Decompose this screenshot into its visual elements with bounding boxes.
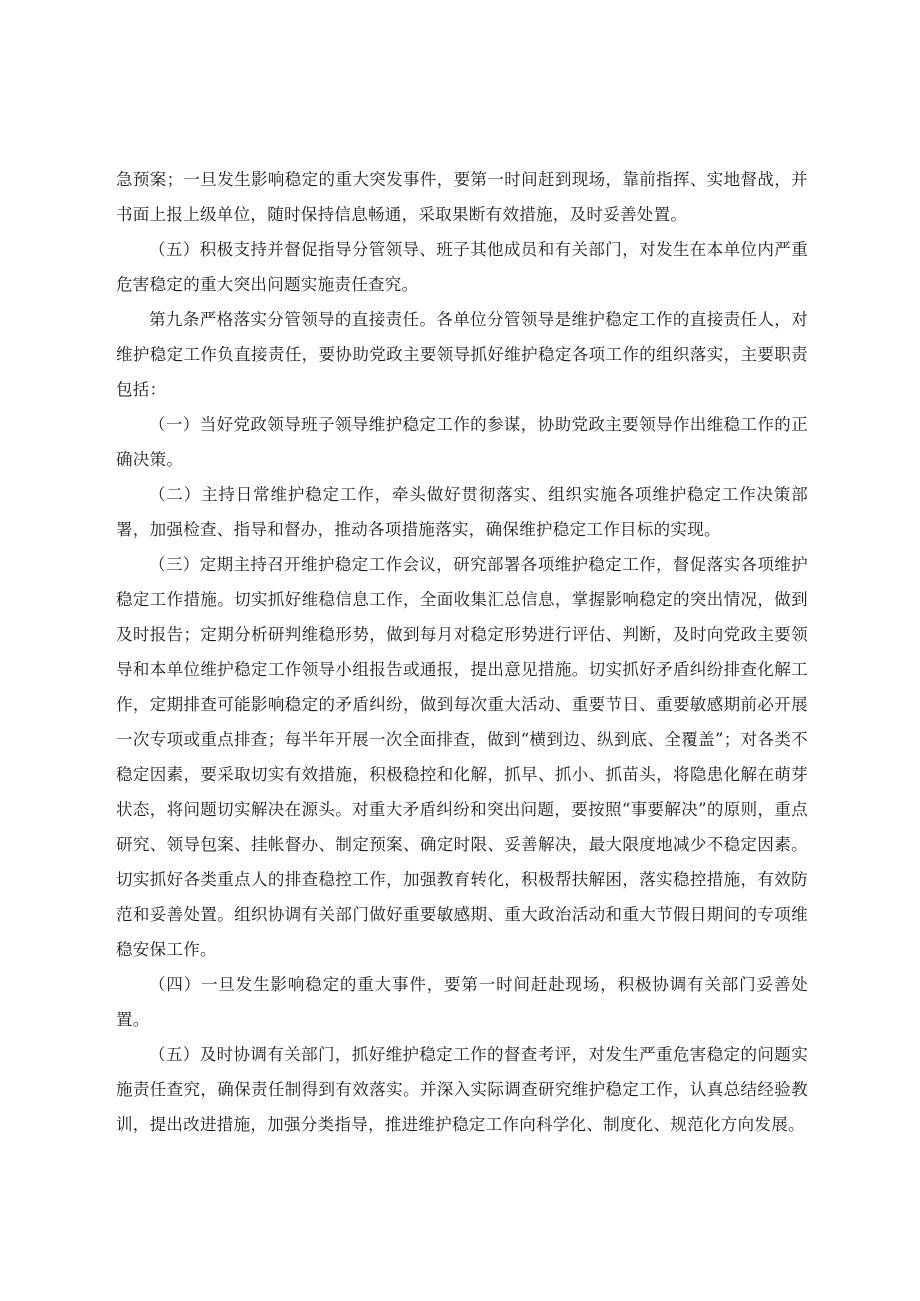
paragraph-continuation: 急预案；一旦发生影响稳定的重大突发事件，要第一时间赶到现场，靠前指挥、实地督战，并书面上报上级单位，随时保持信息畅通，采取果断有效措施，及时妥善处置。 [116, 170, 808, 224]
paragraph-item-5-leader: （五）积极支持并督促指导分管领导、班子其他成员和有关部门，对发生在本单位内严重危害稳定的重大突出问题实施责任查究。 [116, 240, 808, 294]
document-body [116, 162, 808, 1142]
paragraph-item-2: （二）主持日常维护稳定工作，牵头做好贯彻落实、组织实施各项维护稳定工作决策部署，加强检查、指导和督办，推动各项措施落实，确保维护稳定工作目标的实现。 [116, 485, 808, 539]
paragraph-item-5: （五）及时协调有关部门，抓好维护稳定工作的督查考评，对发生严重危害稳定的问题实施责任查究，确保责任制得到有效落实。并深入实际调查研究维护稳定工作，认真总结经验教训，提出改进措施，加强分类指导，推进维护稳定工作向科学化、制度化、规范化方向发展。 [116, 1045, 808, 1134]
paragraph-item-4: （四）一旦发生影响稳定的重大事件，要第一时间赶赴现场，积极协调有关部门妥善处置。 [116, 975, 808, 1029]
paragraph-item-3: （三）定期主持召开维护稳定工作会议，研究部署各项维护稳定工作，督促落实各项维护稳定工作措施。切实抓好维稳信息工作，全面收集汇总信息，掌握影响稳定的突出情况，做到及时报告；定期分析研判维稳形势，做到每月对稳定形势进行评估、判断，及时向党政主要领导和本单位维护稳定工作领导小组报告或通报，提出意见措施。切实抓好矛盾纠纷排查化解工作，定期排查可能影响稳定的矛盾纠纷，做到每次重大活动、重要节日、重要敏感期前必开展一次专项或重点排查；每半年开展一次全面排查，做到“横到边、纵到底、全覆盖”；对各类不稳定因素，要采取切实有效措施，积极稳控和化解，抓早、抓小、抓苗头，将隐患化解在萌芽状态，将问题切实解决在源头。对重大矛盾纠纷和突出问题，要按照“事要解决”的原则，重点研究、领导包案、挂帐督办、制定预案、确定时限、妥善解决，最大限度地减少不稳定因素。切实抓好各类重点人的排查稳控工作，加强教育转化，积极帮扶解困，落实稳控措施，有效防范和妥善处置。组织协调有关部门做好重要敏感期、重大政治活动和重大节假日期间的专项维稳安保工作。 [116, 555, 808, 959]
paragraph-article-9: 第九条严格落实分管领导的直接责任。各单位分管领导是维护稳定工作的直接责任人，对维护稳定工作负直接责任，要协助党政主要领导抓好维护稳定各项工作的组织落实，主要职责包括： [116, 310, 808, 399]
paragraph-item-1: （一）当好党政领导班子领导维护稳定工作的参谋，协助党政主要领导作出维稳工作的正确决策。 [116, 415, 808, 469]
